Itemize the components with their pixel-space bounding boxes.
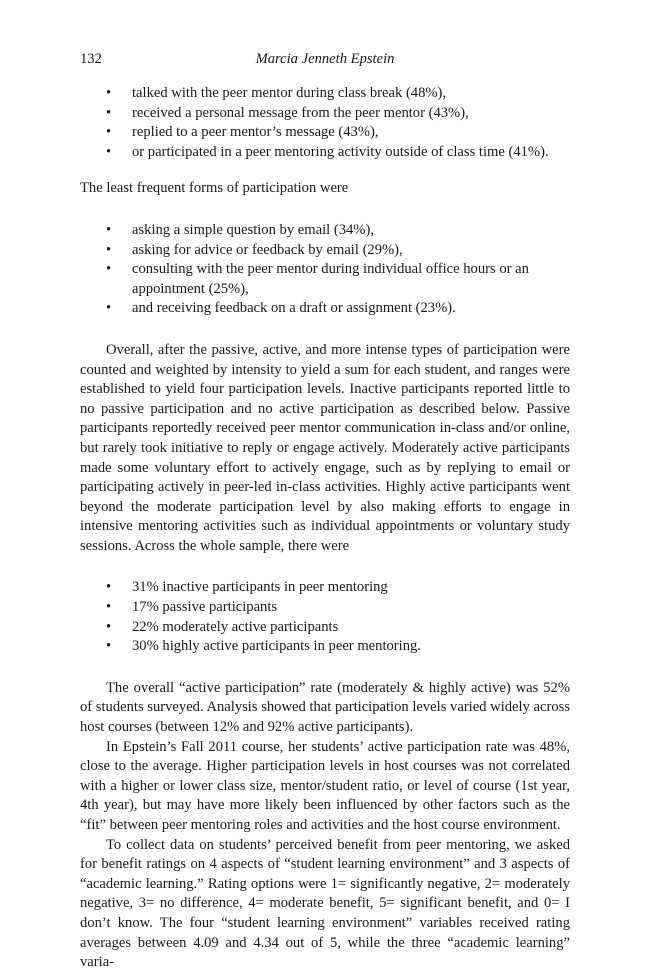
bullet-icon: • (106, 638, 112, 655)
list-item: • talked with the peer mentor during class break (48%), (80, 84, 570, 104)
list-item: • 30% highly active participants in peer mentoring. (80, 637, 570, 657)
paragraph-overall: Overall, after the passive, active, and more intense types of participation were counted and weighted by intensity to yield a sum for each student, and ranges were established to yield four participation levels. Inactive participants reported little to no passive participation and no active participation as described below. Passive participants reportedly received peer mentor communication in-class and/or online, but rarely took initiative to reply or engage actively. Moderately active participants made some voluntary effort to actively engage, such as by replying to email or participating actively in peer-led in-class activities. Highly active participants went beyond the moderate participation level by also making efforts to engage in intensive mentoring activities such as individual appointments or voluntary study sessions. Across the whole sample, there were (80, 341, 570, 554)
bullet-icon: • (106, 85, 112, 101)
bullet-icon: • (106, 124, 112, 141)
list-item: • 31% inactive participants in peer mentoring (80, 578, 570, 598)
list-item: • 17% passive participants (80, 598, 570, 618)
bullet-icon: • (106, 241, 112, 258)
participation-least-list (80, 221, 570, 319)
paragraph-benefit-ratings: To collect data on students’ perceived benefit from peer mentoring, we asked for benefit ratings on 4 aspects of “student learning environment” and 3 aspects of “academic learning.” Rating options were 1= significantly negative, 2= moderately negative, 3= no difference, 4= moderate benefit, 5= significant benefit, and 0= I don’t know. The four “student learning environment” variables received rating averages between 4.09 and 4.34 out of 5, while the three “academic learning” varia- (80, 836, 570, 971)
list-item: • replied to a peer mentor’s message (43%), (80, 123, 570, 143)
header-author: Marcia Jenneth Epstein (255, 51, 395, 67)
list-item: • 22% moderately active participants (80, 618, 570, 638)
page-number: 132 (80, 51, 102, 67)
list-item: • and receiving feedback on a draft or assignment (23%). (80, 299, 570, 319)
list-item: • received a personal message from the peer mentor (43%), (80, 104, 570, 124)
bullet-icon: • (106, 599, 112, 616)
running-header (80, 50, 570, 70)
bullet-icon: • (106, 618, 112, 635)
list-item: • or participated in a peer mentoring activity outside of class time (41%). (80, 143, 570, 163)
bullet-icon: • (106, 221, 112, 238)
list-item: • asking a simple question by email (34%), (80, 221, 570, 241)
bullet-icon: • (106, 300, 112, 317)
bullet-icon: • (106, 104, 112, 121)
page-body (80, 84, 570, 973)
paragraph-least-frequent: The least frequent forms of participation were (80, 180, 349, 197)
bullet-icon: • (106, 261, 112, 278)
bullet-icon: • (106, 143, 112, 160)
bullet-icon: • (106, 579, 112, 596)
list-item: • consulting with the peer mentor during individual office hours or an appointment (25%), (106, 261, 529, 297)
paragraph-participation-rate: The overall “active participation” rate (moderately & highly active) was 52% of students surveyed. Analysis showed that participation levels varied widely across host courses (between 12% and 92% active participants). (80, 679, 570, 736)
participation-frequent-list (80, 84, 570, 162)
participation-levels-list (80, 578, 570, 656)
paragraph-epstein-course: In Epstein’s Fall 2011 course, her students’ active participation rate was 48%, close to the average. Higher participation levels in host courses was not correlated with a higher or lower class size, mentor/student ratio, or level of course (1st year, 4th year), but may have more likely been influenced by other factors such as the “fit” between peer mentoring roles and activities and the host course environment. (80, 738, 570, 833)
list-item: • asking for advice or feedback by email (29%), (80, 241, 570, 261)
